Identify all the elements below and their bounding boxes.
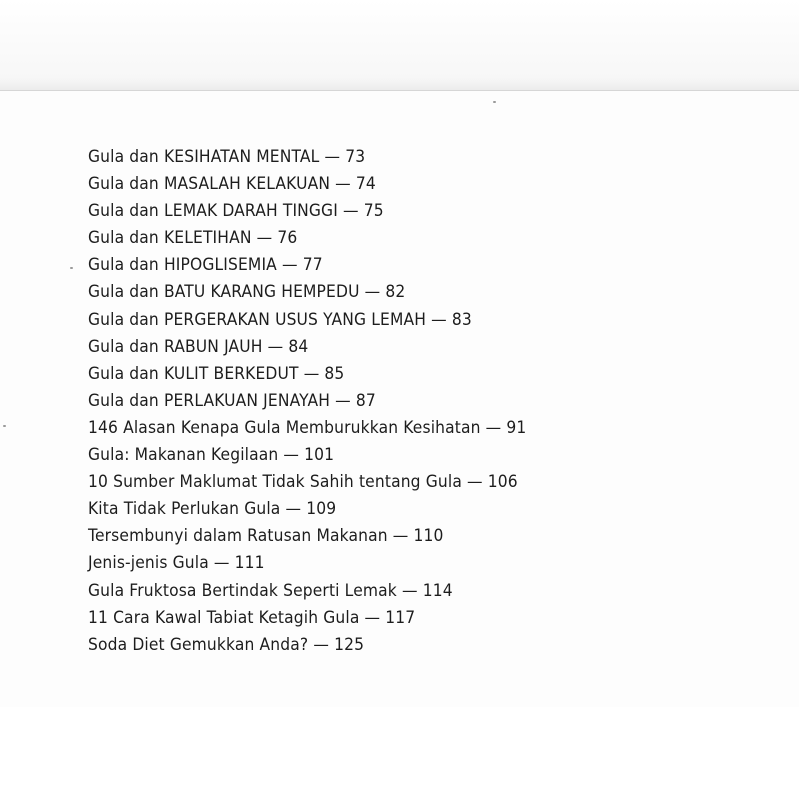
toc-entry: Gula dan MASALAH KELAKUAN — 74	[88, 174, 376, 194]
toc-entry: Gula dan RABUN JAUH — 84	[88, 336, 309, 356]
toc-entry: Gula dan KULIT BERKEDUT — 85	[88, 363, 345, 383]
toc-entry: Gula Fruktosa Bertindak Seperti Lemak — 114	[88, 580, 453, 600]
page-bottom-margin	[0, 707, 799, 799]
paper-speck	[70, 267, 73, 269]
table-of-contents	[88, 143, 554, 658]
toc-entry: Gula dan HIPOGLISEMIA — 77	[88, 255, 323, 275]
toc-entry: 10 Sumber Maklumat Tidak Sahih tentang Gula — 106	[88, 472, 518, 492]
paper-speck	[493, 101, 496, 103]
toc-entry: Gula: Makanan Kegilaan — 101	[88, 445, 335, 465]
toc-entry: Jenis-jenis Gula — 111	[88, 553, 265, 573]
toc-entry: Tersembunyi dalam Ratusan Makanan — 110	[88, 526, 444, 546]
toc-entry: 146 Alasan Kenapa Gula Memburukkan Kesihatan — 91	[88, 417, 527, 437]
toc-entry: Gula dan LEMAK DARAH TINGGI — 75	[88, 201, 384, 221]
toc-entry: 11 Cara Kawal Tabiat Ketagih Gula — 117	[88, 607, 416, 627]
paper-speck	[3, 425, 6, 427]
toc-entry: Gula dan BATU KARANG HEMPEDU — 82	[88, 282, 406, 302]
toc-entry: Gula dan KESIHATAN MENTAL — 73	[88, 147, 366, 166]
page-top-margin	[0, 0, 799, 90]
toc-entry: Gula dan PERLAKUAN JENAYAH — 87	[88, 390, 376, 410]
toc-entry: Gula dan PERGERAKAN USUS YANG LEMAH — 83	[88, 309, 472, 329]
toc-entry: Gula dan KELETIHAN — 76	[88, 228, 298, 248]
toc-entry: Soda Diet Gemukkan Anda? — 125	[88, 634, 365, 654]
toc-entry: Kita Tidak Perlukan Gula — 109	[88, 499, 337, 519]
